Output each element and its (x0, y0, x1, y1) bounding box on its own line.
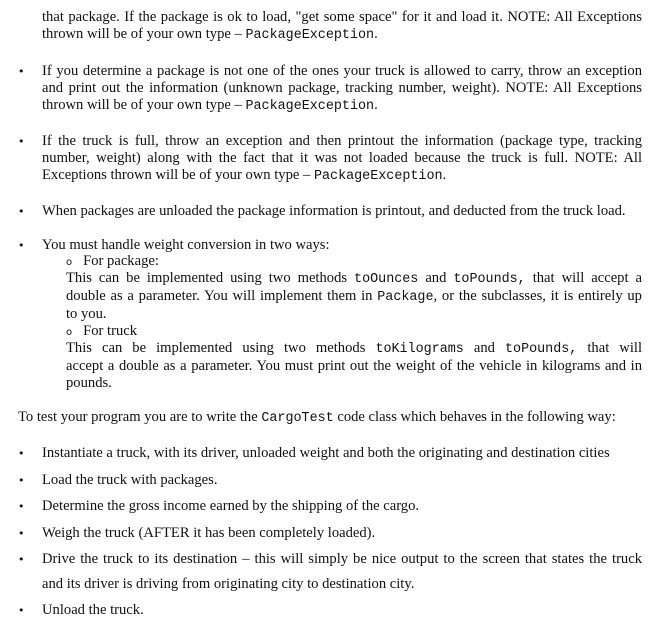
subitem-text: This can be implemented using two methods (66, 270, 355, 286)
continuation-line-2 (42, 26, 642, 44)
requirement-truck-full (42, 133, 642, 185)
bullet-icon: • (18, 474, 25, 487)
test-step: Instantiate a truck, with its driver, unloaded weight and both the originating and destination cities (42, 445, 610, 461)
requirement-line: number, weight) along with the fact that it was not loaded because the truck is full. NOTE: All (42, 150, 642, 166)
bullet-icon: • (18, 239, 25, 252)
subitem-text: , or the subclasses, it is entirely up (433, 288, 642, 304)
bullet-icon: • (18, 553, 25, 566)
subitem-text: and (463, 340, 505, 356)
subitem-text: and (418, 270, 454, 286)
subitem-package-heading (66, 253, 159, 271)
test-intro-text: code class which behaves in the following way: (333, 409, 616, 425)
subitem-text: that will (577, 340, 642, 356)
package-class-code: Package (377, 290, 434, 305)
bullet-icon: • (18, 65, 25, 78)
cargo-test-code: CargoTest (261, 411, 334, 426)
subitem-line (66, 270, 642, 288)
sub-bullet-icon: o (66, 327, 73, 338)
subitem-truck-body (66, 340, 642, 392)
requirement-text: thrown will be of your own type – (42, 97, 246, 113)
subitem-text: double as a parameter. You will implement them in (66, 288, 378, 304)
to-kilograms-code: toKilograms (375, 342, 464, 357)
subitem-text: This can be implemented using two methods (66, 340, 376, 356)
subitem-line (66, 340, 642, 358)
test-step-line: Drive the truck to its destination – this will simply be nice output to the screen that states the truck (42, 551, 642, 567)
requirement-line: If you determine a package is not one of the ones your truck is allowed to carry, throw an exception (42, 63, 642, 79)
requirement-text: Exceptions thrown will be of your own type – (42, 167, 314, 183)
continuation-line-2-text: thrown will be of your own type – (42, 26, 246, 42)
subitem-line (66, 288, 642, 306)
requirement-weight-conversion: You must handle weight conversion in two ways: (42, 237, 330, 253)
to-ounces-code: toOunces (354, 272, 419, 287)
subitem-text: that will accept a (525, 270, 642, 286)
subitem-line: pounds. (66, 375, 112, 391)
test-intro-paragraph (18, 409, 642, 427)
bullet-icon: • (18, 500, 25, 513)
bullet-icon: • (18, 527, 25, 540)
test-step-drive (42, 551, 642, 568)
test-step: Weigh the truck (AFTER it has been completely loaded). (42, 525, 376, 541)
bullet-icon: • (18, 604, 25, 617)
test-intro-text: To test your program you are to write the (18, 409, 262, 425)
subitem-line: to you. (66, 306, 107, 322)
test-step-line: and its driver is driving from originating city to destination city. (42, 576, 415, 592)
continuation-paragraph (42, 9, 642, 44)
bullet-icon: • (18, 447, 25, 460)
requirement-end: . (374, 97, 378, 113)
requirement-unload-info: When packages are unloaded the package information is printout, and deducted from the truck load. (42, 203, 626, 219)
continuation-line-1: that package. If the package is ok to load, "get some space" for it and load it. NOTE: All Exceptions (42, 9, 642, 25)
sub-bullet-icon: o (66, 257, 73, 268)
continuation-line-2-end: . (374, 26, 378, 42)
to-pounds-code: toPounds, (505, 342, 578, 357)
package-exception-code: PackageException (245, 28, 375, 43)
subitem-package-body (66, 270, 642, 323)
subitem-truck-heading (66, 323, 137, 341)
package-exception-code: PackageException (245, 99, 375, 114)
requirement-line (42, 167, 642, 185)
bullet-icon: • (18, 205, 25, 218)
test-step: Determine the gross income earned by the shipping of the cargo. (42, 498, 420, 514)
test-step: Unload the truck. (42, 602, 144, 618)
subitem-line: accept a double as a parameter. You must print out the weight of the vehicle in kilograms and in (66, 358, 642, 374)
subitem-heading: For truck (83, 323, 138, 339)
test-step: Load the truck with packages. (42, 472, 218, 488)
package-exception-code: PackageException (313, 169, 443, 184)
subitem-heading: For package: (83, 253, 159, 269)
requirement-line: and print out the information (unknown package, tracking number, weight). NOTE: All Exceptions (42, 80, 642, 96)
requirement-end: . (442, 167, 447, 183)
bullet-icon: • (18, 135, 25, 148)
requirement-unknown-package (42, 63, 642, 115)
requirement-line: If the truck is full, throw an exception and then printout the information (package type, tracking (42, 133, 642, 149)
requirement-line (42, 97, 642, 115)
to-pounds-code: toPounds, (453, 272, 526, 287)
